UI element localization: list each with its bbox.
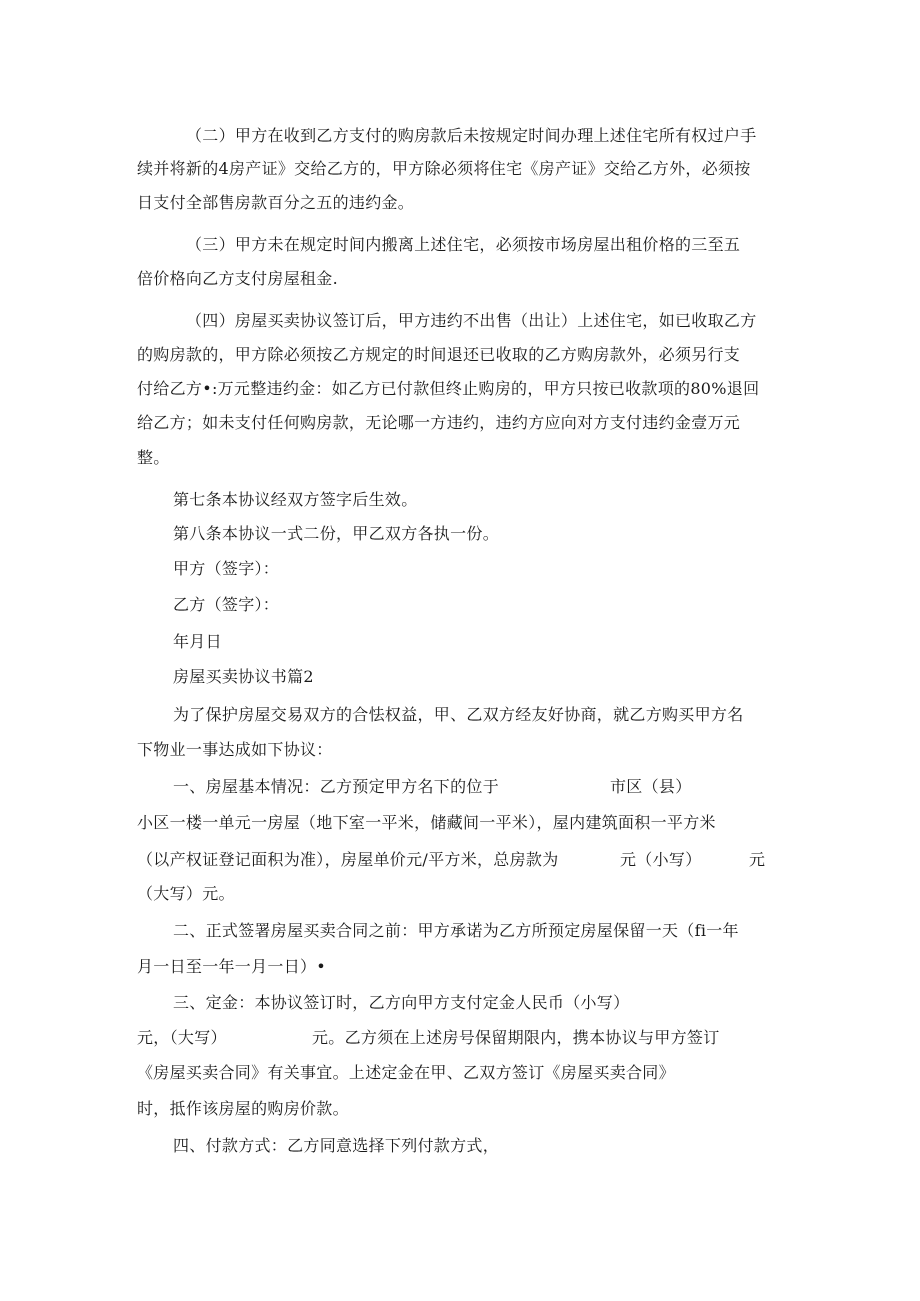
clause-2-line-1: （二）甲方在收到乙方支付的购房款后未按规定时间办理上述住宅所有权过户手 [186,126,757,145]
item-3-line-2a: 元，（大写） [137,1028,227,1047]
clause-4-line-5: 整。 [137,448,170,467]
item-1-line-1a: 一、房屋基本情况：乙方预定甲方名下的位于 [173,777,500,796]
party-b-signature: 乙方（签字）： [173,595,280,614]
clause-3-line-1: （三）甲方未在规定时间内搬离上述住宅，必须按市场房屋出租价格的三至五 [186,235,741,254]
item-3-line-4: 时，抵作该房屋的购房价款。 [137,1099,349,1118]
clause-4-line-1: （四）房屋买卖协议签订后，甲方违约不出售（出让）上述住宅，如已收取乙方 [186,311,757,330]
item-2-line-2: 月一日至一年一月一日）• [137,957,327,976]
party-a-signature: 甲方（签字）： [173,559,280,578]
clause-2-line-2: 续并将新的4房产证》交给乙方的，甲方除必须将住宅《房产证》交给乙方外，必须按 [137,159,751,178]
intro-line-2: 下物业一事达成如下协议： [137,740,333,759]
clause-4-line-3: 付给乙方•:万元整违约金：如乙方已付款但终止购房的，甲方只按已收款项的80%退回 [137,379,760,398]
item-1-line-3a: （以产权证登记面积为准），房屋单价元/平方米，总房款为 [137,850,559,869]
article-7: 第七条本协议经双方签字后生效。 [173,490,418,509]
section-title: 房屋买卖协议书篇2 [173,667,314,686]
intro-line-1: 为了保护房屋交易双方的合怯权益，甲、乙双方经友好协商，就乙方购买甲方名 [173,705,744,724]
clause-4-line-2: 的购房款的，甲方除必须按乙方规定的时间退还已收取的乙方购房款外，必须另行支 [137,345,741,364]
item-3-line-2b: 元。乙方须在上述房号保留期限内，携本协议与甲方签订 [312,1028,720,1047]
item-1-line-3c: 元 [749,850,766,869]
item-1-line-2: 小区一楼一单元一房屋（地下室一平米，储藏间一平米），屋内建筑面积一平方米 [137,813,716,832]
article-8: 第八条本协议一式二份，甲乙双方各执一份。 [173,524,500,543]
item-1-line-4: （大写）元。 [137,884,235,903]
item-1-line-3b: 元（小写） [620,850,702,869]
item-3-line-1: 三、定金：本协议签订时，乙方向甲方支付定金人民币（小写） [173,993,630,1012]
date-line: 年月日 [173,632,222,651]
clause-3-line-2: 倍价格向乙方支付房屋租金. [137,269,338,288]
item-3-line-3: 《房屋买卖合同》有关事宜。上述定金在甲、乙双方签订《房屋买卖合同》 [137,1063,675,1082]
item-4-line-1: 四、付款方式：乙方同意选择下列付款方式， [173,1136,500,1155]
clause-2-line-3: 日支付全部售房款百分之五的违约金。 [137,193,415,212]
item-2-line-1: 二、正式签署房屋买卖合同之前：甲方承诺为乙方所预定房屋保留一天（fi一年 [173,921,739,940]
clause-4-line-4: 给乙方；如未支付任何购房款，无论哪一方违约，违约方应向对方支付违约金壹万元 [137,413,741,432]
item-1-line-1b: 市区（县） [610,777,692,796]
